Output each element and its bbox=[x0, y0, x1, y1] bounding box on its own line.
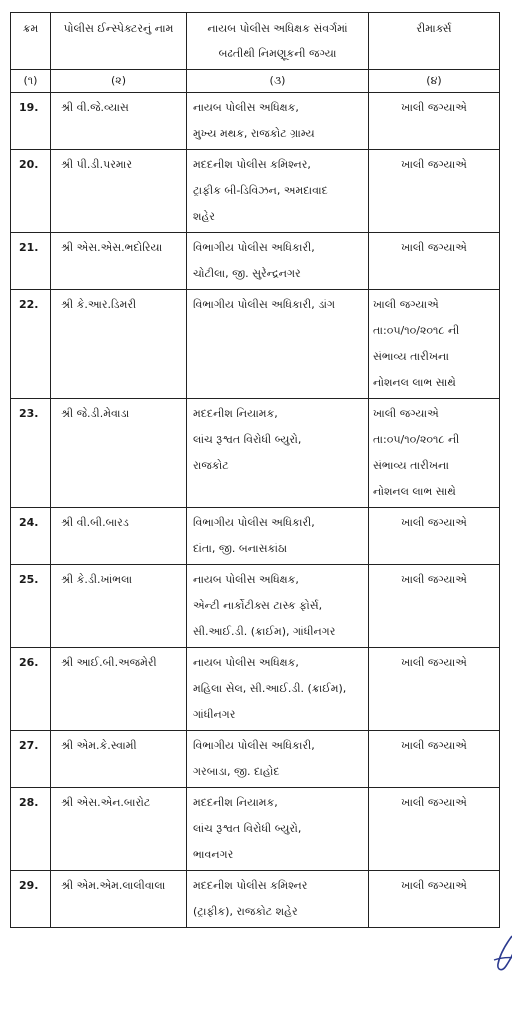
table-row bbox=[11, 399, 500, 508]
officer-name: શ્રી કે.આર.ડિમરી bbox=[51, 290, 187, 399]
remark-cell bbox=[369, 788, 500, 871]
remark-cell bbox=[369, 150, 500, 233]
officer-name: શ્રી એસ.એન.બારોટ bbox=[51, 788, 187, 871]
postings-table bbox=[10, 12, 500, 928]
remark-line: ખાલી જગ્યાએ bbox=[401, 796, 467, 809]
posting-line: મુખ્ય મથક, રાજકોટ ગ્રામ્ય bbox=[193, 127, 315, 140]
serial-number: 22. bbox=[11, 290, 51, 399]
serial-number: 20. bbox=[11, 150, 51, 233]
remark-line: ખાલી જગ્યાએ bbox=[401, 656, 467, 669]
posting-line: મદદનીશ નિયામક, bbox=[193, 407, 278, 420]
posting-cell bbox=[187, 93, 369, 150]
posting-cell bbox=[187, 565, 369, 648]
posting-cell bbox=[187, 290, 369, 399]
table-row bbox=[11, 150, 500, 233]
posting-line: મદદનીશ પોલીસ કમિશ્નર, bbox=[193, 158, 311, 171]
header-serial: ક્રમ bbox=[11, 13, 51, 70]
posting-cell bbox=[187, 150, 369, 233]
posting-cell bbox=[187, 788, 369, 871]
remark-cell bbox=[369, 290, 500, 399]
remark-line: ખાલી જગ્યાએ bbox=[401, 516, 467, 529]
remark-line: ખાલી જગ્યાએ bbox=[401, 573, 467, 586]
officer-name: શ્રી કે.ડી.ખાંભલા bbox=[51, 565, 187, 648]
posting-cell bbox=[187, 508, 369, 565]
column-number: (૨) bbox=[51, 70, 187, 93]
posting-cell bbox=[187, 648, 369, 731]
posting-line: નાયબ પોલીસ અધિક્ષક, bbox=[193, 101, 299, 114]
posting-line: ભાવનગર bbox=[193, 848, 234, 861]
officer-name: શ્રી જે.ડી.મેવાડા bbox=[51, 399, 187, 508]
posting-line: વિભાગીય પોલીસ અધિકારી, bbox=[193, 241, 315, 254]
posting-line: નાયબ પોલીસ અધિક્ષક, bbox=[193, 573, 299, 586]
remark-cell bbox=[369, 399, 500, 508]
serial-number: 23. bbox=[11, 399, 51, 508]
serial-number: 24. bbox=[11, 508, 51, 565]
signature-mark bbox=[488, 930, 512, 978]
posting-line: ગરબાડા, જી. દાહોદ bbox=[193, 765, 280, 778]
serial-number: 26. bbox=[11, 648, 51, 731]
table-row bbox=[11, 731, 500, 788]
posting-line: દાંતા, જી. બનાસકાંઠા bbox=[193, 542, 288, 555]
remark-line: ખાલી જગ્યાએ bbox=[373, 407, 439, 420]
officer-name: શ્રી એમ.કે.સ્વામી bbox=[51, 731, 187, 788]
posting-line: વિભાગીય પોલીસ અધિકારી, ડાંગ bbox=[193, 298, 336, 311]
table-row bbox=[11, 290, 500, 399]
remark-line: સંભાવ્ય તારીખના bbox=[373, 350, 449, 363]
table-row bbox=[11, 871, 500, 928]
serial-number: 19. bbox=[11, 93, 51, 150]
remark-line: ખાલી જગ્યાએ bbox=[401, 158, 467, 171]
remark-cell bbox=[369, 233, 500, 290]
header-post: નાયબ પોલીસ અધિક્ષક સંવર્ગમાં બઢતીથી નિમણૂકની જગ્યા bbox=[187, 13, 369, 70]
posting-line: લાંચ રૂશ્વત વિરોધી બ્યુરો, bbox=[193, 822, 302, 835]
remark-line: તા:૦૫/૧૦/૨૦૧૮ ની bbox=[373, 433, 460, 446]
posting-line: નાયબ પોલીસ અધિક્ષક, bbox=[193, 656, 299, 669]
posting-line: સી.આઈ.ડી. (ક્રાઈમ), ગાંધીનગર bbox=[193, 625, 336, 638]
posting-line: ચોટીલા, જી. સુરેન્દ્રનગર bbox=[193, 267, 301, 280]
posting-line: મહિલા સેલ, સી.આઈ.ડી. (ક્રાઈમ), bbox=[193, 682, 347, 695]
remark-line: નોશનલ લાભ સાથે bbox=[373, 485, 456, 498]
table-row bbox=[11, 93, 500, 150]
posting-cell bbox=[187, 399, 369, 508]
posting-line: ગાંધીનગર bbox=[193, 708, 236, 721]
posting-line: મદદનીશ પોલીસ કમિશ્નર bbox=[193, 879, 308, 892]
remark-line: નોશનલ લાભ સાથે bbox=[373, 376, 456, 389]
remark-line: ખાલી જગ્યાએ bbox=[373, 298, 439, 311]
officer-name: શ્રી એમ.એમ.લાલીવાલા bbox=[51, 871, 187, 928]
officer-name: શ્રી વી.બી.બારડ bbox=[51, 508, 187, 565]
remark-line: તા:૦૫/૧૦/૨૦૧૮ ની bbox=[373, 324, 460, 337]
serial-number: 21. bbox=[11, 233, 51, 290]
header-remarks: રીમાર્ક્સ bbox=[369, 13, 500, 70]
officer-name: શ્રી એસ.એસ.ભદોરિયા bbox=[51, 233, 187, 290]
remark-cell bbox=[369, 93, 500, 150]
posting-line: ટ્રાફીક બી-ડિવિઝન, અમદાવાદ bbox=[193, 184, 328, 197]
posting-line: શહેર bbox=[193, 210, 215, 223]
remark-cell bbox=[369, 648, 500, 731]
posting-cell bbox=[187, 233, 369, 290]
remark-line: ખાલી જગ્યાએ bbox=[401, 101, 467, 114]
column-number: (૪) bbox=[369, 70, 500, 93]
officer-name: શ્રી પી.ડી.પરમાર bbox=[51, 150, 187, 233]
posting-line: વિભાગીય પોલીસ અધિકારી, bbox=[193, 516, 315, 529]
table-row bbox=[11, 565, 500, 648]
remark-cell bbox=[369, 731, 500, 788]
table-row bbox=[11, 233, 500, 290]
table-row bbox=[11, 648, 500, 731]
posting-line: (ટ્રાફીક), રાજકોટ શહેર bbox=[193, 905, 298, 918]
column-number: (૩) bbox=[187, 70, 369, 93]
remark-line: સંભાવ્ય તારીખના bbox=[373, 459, 449, 472]
table-row bbox=[11, 788, 500, 871]
serial-number: 27. bbox=[11, 731, 51, 788]
header-row bbox=[11, 13, 500, 70]
officer-name: શ્રી વી.જે.વ્યાસ bbox=[51, 93, 187, 150]
remark-cell bbox=[369, 871, 500, 928]
posting-cell bbox=[187, 731, 369, 788]
posting-line: રાજકોટ bbox=[193, 459, 229, 472]
column-number: (૧) bbox=[11, 70, 51, 93]
serial-number: 28. bbox=[11, 788, 51, 871]
serial-number: 29. bbox=[11, 871, 51, 928]
remark-cell bbox=[369, 508, 500, 565]
table-row bbox=[11, 508, 500, 565]
header-name: પોલીસ ઈન્સ્પેક્ટરનું નામ bbox=[51, 13, 187, 70]
column-number-row bbox=[11, 70, 500, 93]
remark-line: ખાલી જગ્યાએ bbox=[401, 739, 467, 752]
posting-cell bbox=[187, 871, 369, 928]
officer-name: શ્રી આઈ.બી.અજમેરી bbox=[51, 648, 187, 731]
posting-line: એન્ટી નાર્કોટીક્સ ટાસ્ક ફોર્સ, bbox=[193, 599, 323, 612]
posting-line: મદદનીશ નિયામક, bbox=[193, 796, 278, 809]
remark-cell bbox=[369, 565, 500, 648]
serial-number: 25. bbox=[11, 565, 51, 648]
remark-line: ખાલી જગ્યાએ bbox=[401, 879, 467, 892]
posting-line: વિભાગીય પોલીસ અધિકારી, bbox=[193, 739, 315, 752]
remark-line: ખાલી જગ્યાએ bbox=[401, 241, 467, 254]
posting-line: લાંચ રૂશ્વત વિરોધી બ્યુરો, bbox=[193, 433, 302, 446]
